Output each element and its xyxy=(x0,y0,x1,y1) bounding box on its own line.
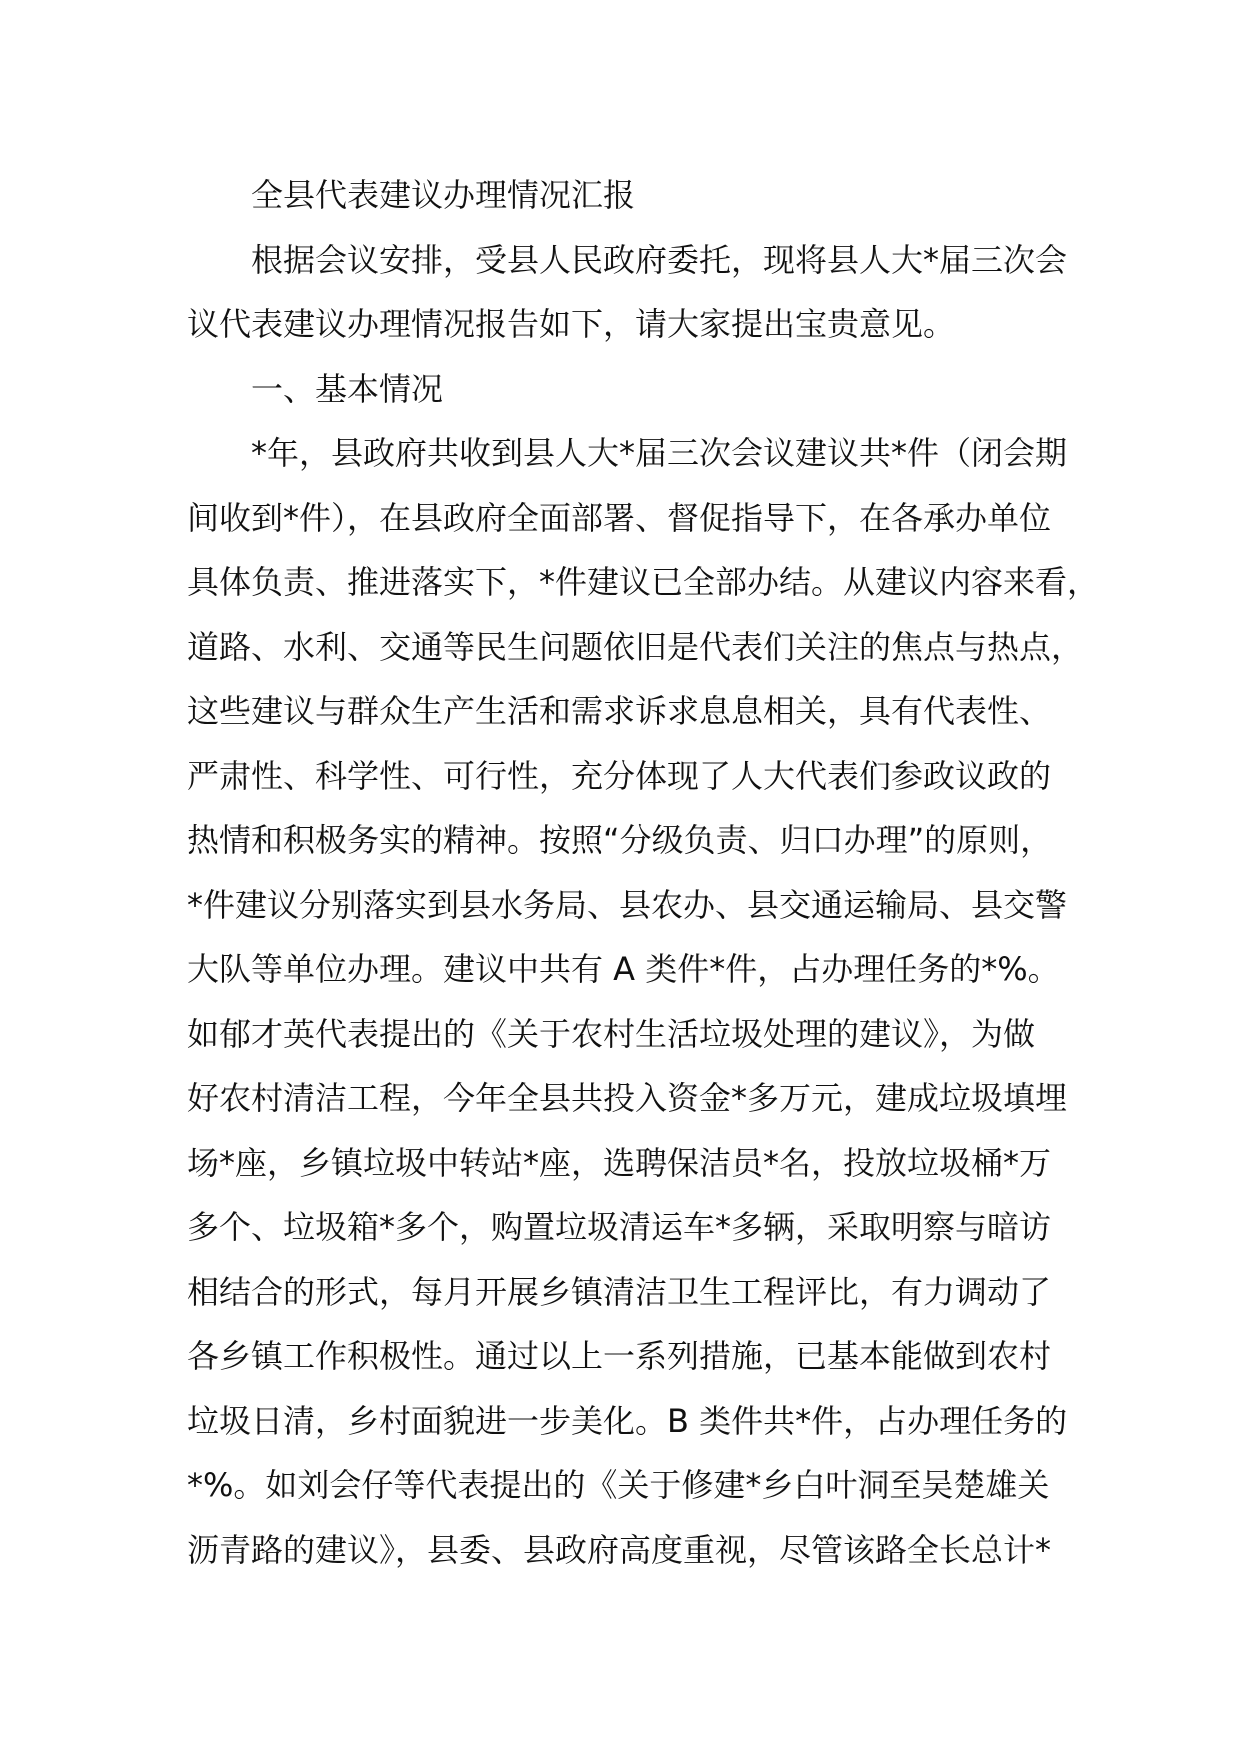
body-line: *件建议分别落实到县水务局、县农办、县交通运输局、县交警 xyxy=(187,885,1068,924)
section-heading: 一、基本情况 xyxy=(251,369,444,408)
body-line: 如郁才英代表提出的《关于农村生活垃圾处理的建议》，为做 xyxy=(187,1014,1036,1053)
body-line: 具体负责、推进落实下，*件建议已全部办结。从建议内容来看， xyxy=(187,563,1100,601)
body-line: 道路、水利、交通等民生问题依旧是代表们关注的焦点与热点， xyxy=(187,627,1084,666)
body-line: 好农村清洁工程，今年全县共投入资金*多万元，建成垃圾填埋 xyxy=(187,1079,1068,1117)
body-line: 严肃性、科学性、可行性，充分体现了人大代表们参政议政的 xyxy=(187,756,1052,795)
document-title: 全县代表建议办理情况汇报 xyxy=(251,176,636,214)
body-line: 这些建议与群众生产生活和需求诉求息息相关，具有代表性、 xyxy=(187,692,1052,730)
body-line: 热情和积极务实的精神。按照“分级负责、归口办理”的原则， xyxy=(187,821,1053,859)
body-line: 间收到*件），在县政府全面部署、督促指导下，在各承办单位 xyxy=(187,498,1052,537)
document-body xyxy=(187,163,1100,1582)
body-line: *年，县政府共收到县人大*届三次会议建议共*件（闭会期 xyxy=(251,434,1068,472)
body-line: 相结合的形式，每月开展乡镇清洁卫生工程评比，有力调动了 xyxy=(187,1272,1052,1311)
body-line: 各乡镇工作积极性。通过以上一系列措施，已基本能做到农村 xyxy=(187,1337,1052,1375)
body-line: 垃圾日清，乡村面貌进一步美化。B 类件共*件，占办理任务的 xyxy=(187,1401,1068,1440)
body-line: 沥青路的建议》，县委、县政府高度重视，尽管该路全长总计* xyxy=(187,1530,1052,1569)
body-line: 场*座，乡镇垃圾中转站*座，选聘保洁员*名，投放垃圾桶*万 xyxy=(187,1143,1052,1182)
body-line: 多个、垃圾箱*多个，购置垃圾清运车*多辆，采取明察与暗访 xyxy=(187,1208,1052,1246)
body-line: *%。如刘会仔等代表提出的《关于修建*乡白叶洞至吴楚雄关 xyxy=(187,1466,1050,1504)
intro-line: 根据会议安排，受县人民政府委托，现将县人大*届三次会 xyxy=(251,240,1068,279)
intro-line: 议代表建议办理情况报告如下，请大家提出宝贵意见。 xyxy=(187,305,956,343)
body-line: 大队等单位办理。建议中共有 A 类件*件，占办理任务的*%。 xyxy=(187,950,1060,988)
